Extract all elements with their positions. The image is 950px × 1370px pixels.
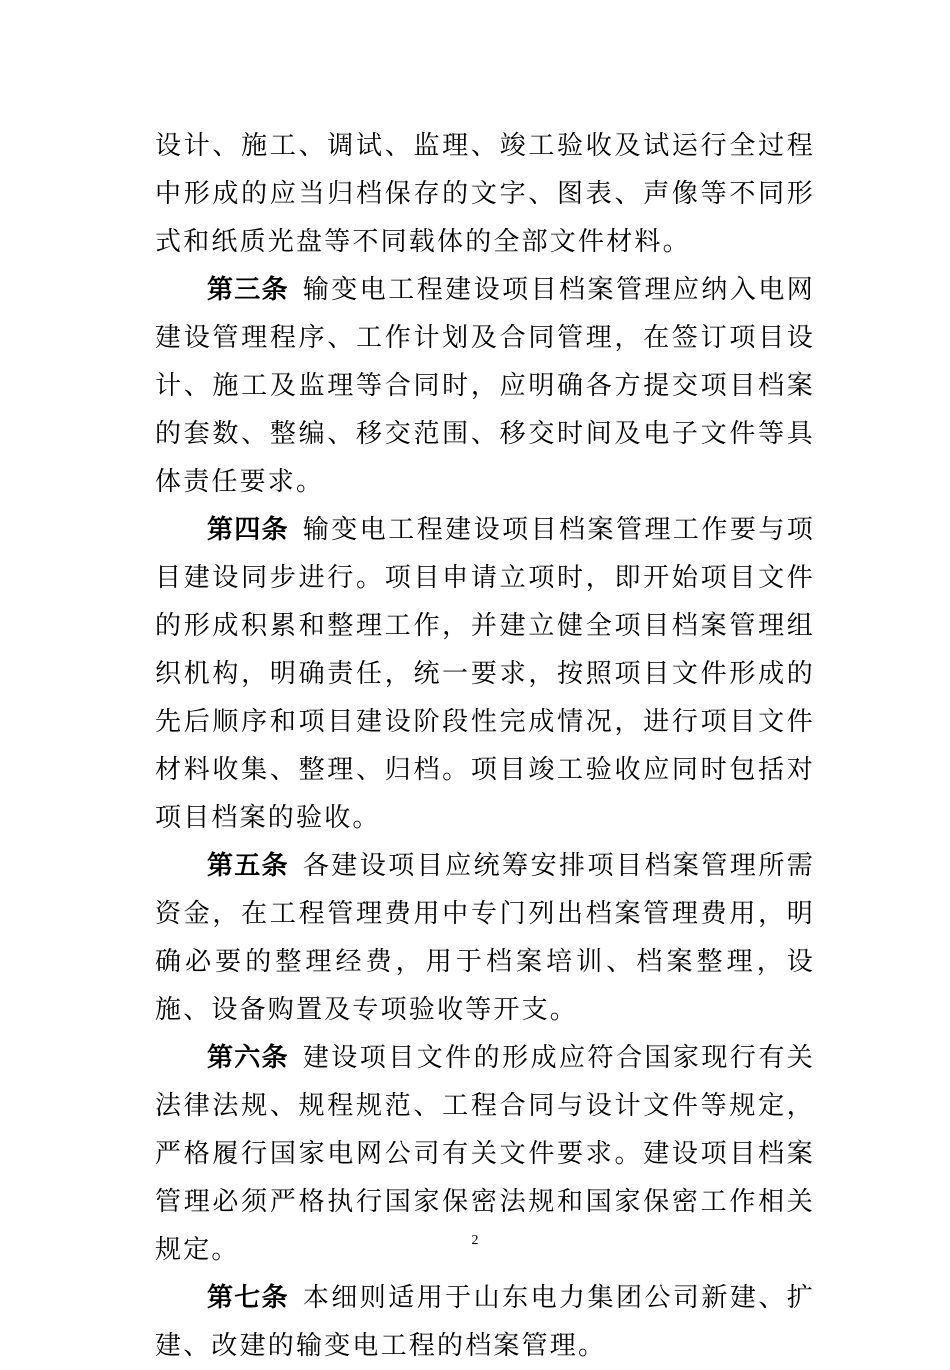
page-number: 2 (471, 1233, 479, 1248)
paragraph-text: 设计、施工、调试、监理、竣工验收及试运行全过程中形成的应当归档保存的文字、图表、声像等不同形式和纸质光盘等不同载体的全部文件材料。 (155, 131, 815, 257)
article-title: 第三条 (207, 275, 289, 305)
document-body (155, 122, 815, 1370)
article-text: 输变电工程建设项目档案管理工作要与项目建设同步进行。项目申请立项时，即开始项目文件的形成积累和整理工作，并建立健全项目档案管理组织机构，明确责任，统一要求，按照项目文件形成的先后顺序和项目建设阶段性完成情况，进行项目文件材料收集、整理、归档。项目竣工验收应同时包括对项目档案的验收。 (155, 515, 815, 833)
article-text: 本细则适用于山东电力集团公司新建、扩建、改建的输变电工程的档案管理。 (155, 1283, 815, 1361)
paragraph-continuation (155, 122, 815, 266)
article-5 (155, 842, 815, 1034)
article-7 (155, 1274, 815, 1370)
article-title: 第六条 (207, 1043, 289, 1073)
article-3 (155, 266, 815, 506)
article-4 (155, 506, 815, 842)
article-title: 第四条 (207, 515, 289, 545)
article-text: 建设项目文件的形成应符合国家现行有关法律法规、规程规范、工程合同与设计文件等规定，严格履行国家电网公司有关文件要求。建设项目档案管理必须严格执行国家保密法规和国家保密工作相关规定。 (155, 1043, 815, 1265)
article-title: 第五条 (207, 851, 289, 881)
article-text: 各建设项目应统筹安排项目档案管理所需资金，在工程管理费用中专门列出档案管理费用，明确必要的整理经费，用于档案培训、档案整理，设施、设备购置及专项验收等开支。 (155, 851, 815, 1025)
article-title: 第七条 (207, 1283, 289, 1313)
article-text: 输变电工程建设项目档案管理应纳入电网建设管理程序、工作计划及合同管理，在签订项目设计、施工及监理等合同时，应明确各方提交项目档案的套数、整编、移交范围、移交时间及电子文件等具体责任要求。 (155, 275, 815, 497)
